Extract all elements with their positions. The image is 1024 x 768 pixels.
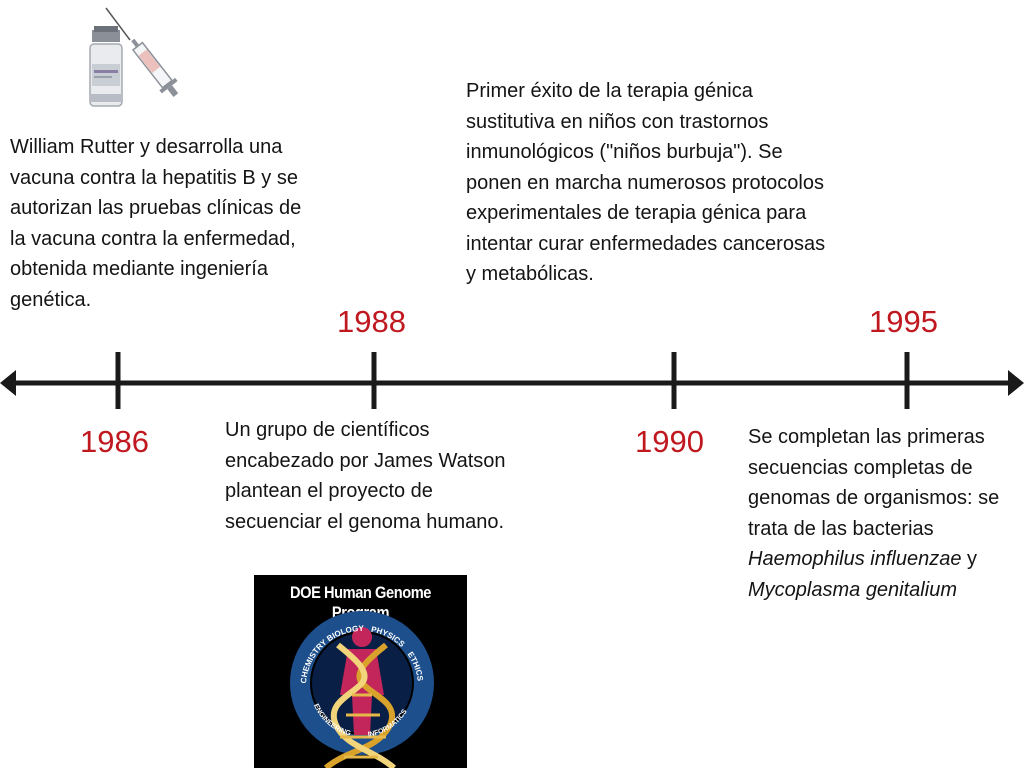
event-1986-description: [10, 132, 315, 315]
ring-word-chemistry: CHEMISTRY: [299, 637, 329, 684]
event-1990-description: [466, 76, 831, 290]
genome-logo-title: DOE Human Genome Program: [290, 583, 431, 622]
genome-logo-graphic: [254, 575, 467, 768]
year-label-1995: 1995: [869, 304, 938, 339]
event-1995-text: [748, 422, 1008, 605]
year-label-1986: 1986: [80, 424, 149, 459]
year-label-1990: 1990: [635, 424, 704, 459]
event-1995-description: [748, 422, 1008, 605]
year-label-1988: 1988: [337, 304, 406, 339]
event-1986-text: William Rutter y desarrolla una vacuna contra la hepatitis B y se autorizan las pruebas clínicas de la vacuna contra la enfermedad, obtenida mediante ingeniería genética.: [10, 136, 302, 311]
ring-word-physics: PHYSICS: [370, 624, 407, 649]
event-1988-text: Un grupo de científicos encabezado por James Watson plantean el proyecto de secuenciar el genoma humano.: [225, 419, 506, 533]
genome-program-logo: [254, 575, 467, 768]
axis-right-arrow: [1008, 370, 1024, 396]
event-1988-description: [225, 415, 530, 537]
event-1990-text: Primer éxito de la terapia génica sustitutiva en niños con trastornos inmunológicos ("niños burbuja"). Se ponen en marcha numerosos protocolos experimentales de terapia génica para intentar curar enfermedades cancerosas y metabólicas.: [466, 80, 826, 285]
event-1995-intro: Se completan las primeras secuencias completas de genomas de organismos: se trata de las bacterias: [748, 426, 1000, 540]
ring-word-ethics: ETHICS: [405, 650, 425, 682]
ring-word-biology: BIOLOGY: [325, 623, 364, 644]
species-mycoplasma: Mycoplasma genitalium: [748, 578, 957, 601]
species-haemophilus: Haemophilus influenzae: [748, 548, 962, 570]
vaccine-syringe-picture: [78, 0, 190, 110]
event-1995-connector: y: [967, 548, 978, 570]
ring-word-informatics: INFORMATICS: [367, 708, 409, 739]
axis-left-arrow: [0, 370, 16, 396]
ring-word-engineering: ENGINEERING: [312, 702, 352, 738]
